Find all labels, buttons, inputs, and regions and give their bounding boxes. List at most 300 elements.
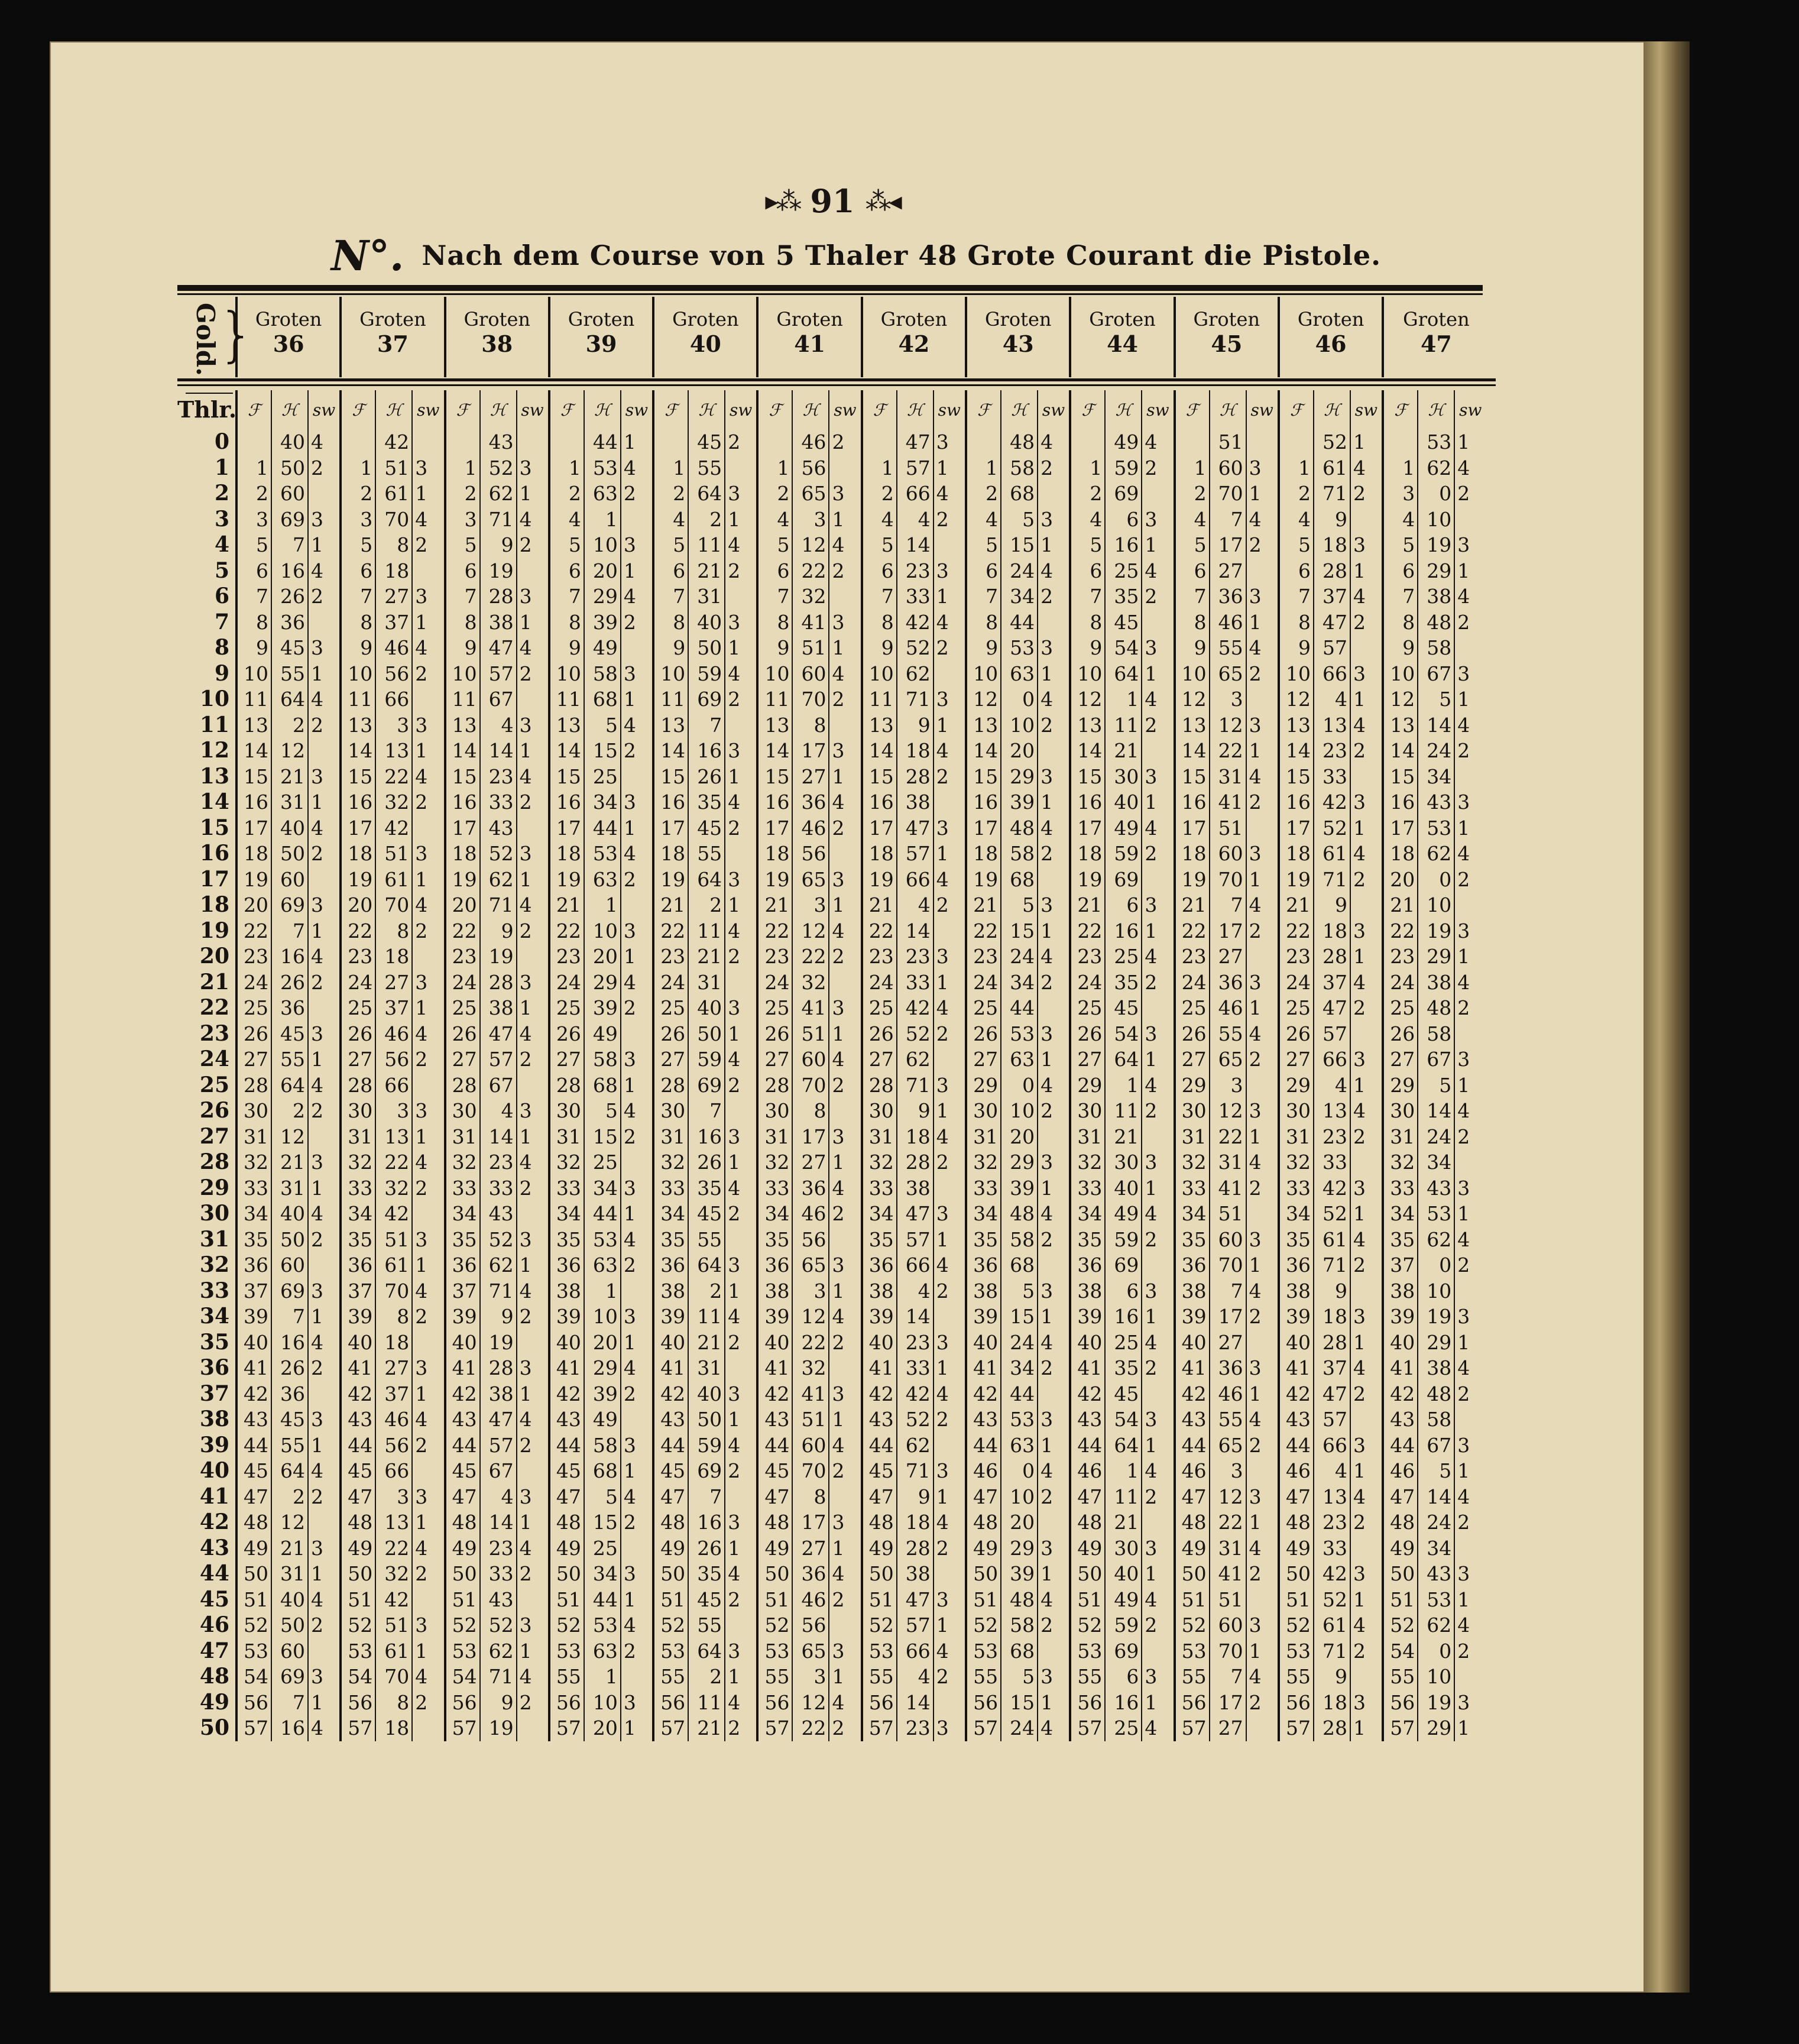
schwaren-cell: 4	[1145, 1330, 1158, 1354]
grote-cell: 53	[1418, 1587, 1455, 1613]
thaler-value: 49	[177, 1690, 238, 1716]
thaler-cell: 22	[342, 918, 376, 944]
subcolumn-label: ℋ	[897, 390, 934, 429]
table-cell-group	[863, 1664, 967, 1690]
grote-cell: 52	[897, 635, 934, 661]
table-cell-group	[967, 815, 1071, 841]
schwaren-cell: 4	[1249, 1279, 1262, 1303]
grote-cell: 21	[689, 944, 725, 970]
thaler-cell: 25	[759, 995, 793, 1021]
table-cell-group	[238, 1536, 342, 1562]
thaler-cell: 17	[238, 815, 272, 841]
schwaren-cell	[1455, 1278, 1486, 1304]
table-cell-group	[550, 712, 654, 738]
grote-cell: 24	[1001, 1715, 1038, 1741]
grote-cell: 63	[585, 1638, 621, 1664]
table-cell-group	[654, 1690, 759, 1716]
table-cell-group	[1280, 1098, 1384, 1124]
grote-cell: 17	[793, 1124, 829, 1150]
thaler-cell: 15	[967, 764, 1001, 790]
grote-cell: 59	[689, 661, 725, 687]
schwaren-cell	[413, 815, 443, 841]
schwaren-cell: 4	[1353, 585, 1366, 608]
grote-cell: 45	[689, 429, 725, 455]
table-cell-group	[759, 1047, 863, 1073]
thaler-value: 31	[177, 1227, 238, 1253]
groten-number: 46	[1315, 331, 1347, 357]
grote-cell: 68	[1001, 1638, 1038, 1664]
schwaren-cell: 3	[1145, 636, 1158, 659]
table-cell-group	[1071, 1407, 1175, 1433]
grote-cell: 24	[1418, 1124, 1455, 1150]
schwaren-cell	[1247, 1330, 1278, 1356]
schwaren-cell: 3	[832, 1639, 845, 1663]
schwaren-cell: 2	[728, 1459, 741, 1482]
table-cell-group	[238, 1509, 342, 1536]
grote-cell: 45	[272, 1021, 309, 1047]
table-cell-group	[967, 429, 1071, 455]
grote-cell: 21	[689, 558, 725, 584]
table-cell-group	[1384, 995, 1488, 1021]
grote-cell: 28	[897, 1536, 934, 1562]
thaler-cell: 14	[1280, 738, 1314, 764]
table-cell-group	[550, 867, 654, 893]
thaler-value: 20	[177, 944, 238, 970]
table-cell-group	[1176, 1021, 1280, 1047]
grote-cell: 57	[897, 841, 934, 867]
grote-cell: 34	[585, 1175, 621, 1201]
thaler-cell: 12	[1384, 686, 1418, 712]
thaler-cell: 18	[1384, 841, 1418, 867]
thaler-cell: 56	[1280, 1690, 1314, 1716]
grote-cell: 25	[1106, 1330, 1142, 1356]
schwaren-cell	[1351, 1536, 1382, 1562]
schwaren-cell: 2	[1040, 842, 1054, 865]
schwaren-cell: 2	[415, 791, 428, 814]
table-cell-group	[238, 1047, 342, 1073]
schwaren-cell: 2	[1457, 610, 1470, 634]
schwaren-cell: 3	[832, 867, 845, 891]
grote-cell: 48	[1001, 815, 1038, 841]
schwaren-cell	[1142, 1252, 1173, 1278]
table-cell-group	[654, 635, 759, 661]
groten-header-41	[759, 297, 863, 377]
table-cell-group	[1280, 892, 1384, 918]
thaler-cell: 13	[550, 712, 585, 738]
grote-cell: 55	[1210, 1407, 1247, 1433]
grote-cell: 8	[376, 918, 413, 944]
table-cell-group	[1071, 764, 1175, 790]
grote-cell: 22	[376, 1149, 413, 1175]
grote-cell: 45	[1106, 610, 1142, 636]
thaler-cell: 15	[654, 764, 689, 790]
schwaren-cell: 2	[519, 791, 532, 814]
table-cell-group	[1176, 1227, 1280, 1253]
thaler-cell: 56	[342, 1690, 376, 1716]
grote-cell: 65	[793, 1252, 829, 1278]
grote-cell: 38	[897, 789, 934, 815]
table-cell-group	[1384, 1715, 1488, 1741]
table-cell-group	[446, 1073, 550, 1099]
schwaren-cell: 1	[728, 1536, 741, 1560]
thaler-cell: 17	[863, 815, 897, 841]
table-cell-group	[1176, 944, 1280, 970]
thaler-cell: 34	[863, 1201, 897, 1227]
table-cell-group	[238, 815, 342, 841]
grote-cell: 65	[1210, 661, 1247, 687]
schwaren-cell: 1	[1249, 996, 1262, 1019]
grote-cell: 42	[1314, 1175, 1351, 1201]
thaler-cell: 30	[863, 1098, 897, 1124]
table-cell-group	[1071, 1458, 1175, 1484]
schwaren-cell: 2	[311, 456, 323, 480]
table-cell-group	[863, 1175, 967, 1201]
thaler-cell: 47	[967, 1484, 1001, 1510]
schwaren-cell: 2	[415, 1048, 428, 1071]
thaler-cell: 39	[1384, 1304, 1418, 1330]
schwaren-cell: 3	[1353, 533, 1366, 556]
schwaren-cell: 4	[728, 662, 741, 685]
table-cell-group	[1176, 892, 1280, 918]
thaler-cell: 18	[446, 841, 481, 867]
table-cell-group	[1071, 1201, 1175, 1227]
schwaren-cell: 4	[1249, 1536, 1262, 1560]
thaler-cell: 57	[1384, 1715, 1418, 1741]
table-row	[177, 918, 1496, 944]
thaler-cell: 54	[1384, 1638, 1418, 1664]
thaler-cell: 31	[1176, 1124, 1210, 1150]
thaler-cell: 32	[342, 1149, 376, 1175]
grote-cell: 48	[1001, 1587, 1038, 1613]
grote-cell: 61	[376, 1252, 413, 1278]
schwaren-cell: 1	[311, 1176, 323, 1200]
thaler-cell: 17	[1176, 815, 1210, 841]
table-cell-group	[238, 481, 342, 507]
grote-cell: 14	[1418, 1484, 1455, 1510]
schwaren-cell	[517, 944, 548, 970]
schwaren-cell: 3	[415, 842, 428, 865]
thaler-value: 48	[177, 1664, 238, 1690]
thaler-cell: 13	[446, 712, 481, 738]
grote-cell: 44	[1001, 1381, 1038, 1407]
table-cell-group	[1176, 558, 1280, 584]
thaler-cell: 47	[550, 1484, 585, 1510]
schwaren-cell: 2	[1040, 1485, 1054, 1508]
grote-cell: 54	[1106, 1407, 1142, 1433]
thaler-cell: 14	[550, 738, 585, 764]
schwaren-cell	[517, 558, 548, 584]
table-cell-group	[759, 892, 863, 918]
grote-cell: 56	[376, 1433, 413, 1459]
table-cell-group	[238, 1355, 342, 1381]
schwaren-cell: 2	[623, 482, 636, 505]
grote-cell: 61	[1314, 1227, 1351, 1253]
grote-cell: 23	[1314, 738, 1351, 764]
thaler-cell: 31	[238, 1124, 272, 1150]
table-cell-group	[550, 944, 654, 970]
grote-cell: 28	[481, 584, 517, 610]
thaler-cell: 14	[446, 738, 481, 764]
thaler-value: 30	[177, 1201, 238, 1227]
grote-cell: 55	[689, 841, 725, 867]
grote-cell: 67	[481, 686, 517, 712]
thaler-cell: 48	[1280, 1509, 1314, 1536]
thaler-cell: 31	[1280, 1124, 1314, 1150]
grote-cell: 52	[897, 1407, 934, 1433]
thaler-cell	[1280, 429, 1314, 455]
schwaren-cell: 4	[832, 1048, 845, 1071]
table-cell-group	[1280, 995, 1384, 1021]
grote-cell: 8	[376, 532, 413, 558]
schwaren-cell: 1	[1353, 1330, 1366, 1354]
schwaren-cell: 3	[311, 1279, 323, 1303]
schwaren-cell	[725, 1612, 756, 1638]
thaler-cell: 8	[550, 610, 585, 636]
grote-cell: 53	[1001, 1407, 1038, 1433]
thaler-cell: 2	[550, 481, 585, 507]
table-cell-group	[446, 918, 550, 944]
grote-cell: 26	[272, 970, 309, 996]
thaler-cell: 26	[342, 1021, 376, 1047]
schwaren-cell	[1142, 610, 1173, 636]
schwaren-cell	[829, 1098, 860, 1124]
thaler-cell: 15	[1384, 764, 1418, 790]
thaler-value: 46	[177, 1612, 238, 1638]
thaler-cell: 52	[967, 1612, 1001, 1638]
table-cell-group	[1176, 1047, 1280, 1073]
thaler-cell: 30	[446, 1098, 481, 1124]
schwaren-cell: 1	[728, 507, 741, 531]
grote-cell: 14	[897, 1690, 934, 1716]
thaler-cell: 31	[342, 1124, 376, 1150]
grote-cell: 33	[481, 789, 517, 815]
grote-cell: 20	[585, 1715, 621, 1741]
schwaren-cell: 4	[311, 430, 323, 453]
grote-cell: 31	[272, 789, 309, 815]
grote-cell: 18	[1314, 918, 1351, 944]
grote-cell: 20	[585, 1330, 621, 1356]
table-cell-group	[654, 507, 759, 533]
schwaren-cell: 2	[832, 1588, 845, 1611]
thaler-cell: 23	[654, 944, 689, 970]
thaler-cell: 50	[759, 1561, 793, 1587]
thaler-value: 38	[177, 1407, 238, 1433]
thaler-cell: 35	[1384, 1227, 1418, 1253]
grote-cell: 62	[1418, 841, 1455, 867]
table-cell-group	[1176, 1587, 1280, 1613]
grote-cell: 70	[376, 1664, 413, 1690]
schwaren-cell: 1	[1457, 559, 1470, 582]
schwaren-cell: 2	[728, 559, 741, 582]
grote-cell: 15	[585, 1124, 621, 1150]
thaler-cell: 3	[238, 507, 272, 533]
thaler-cell: 44	[342, 1433, 376, 1459]
schwaren-cell: 3	[519, 1485, 532, 1508]
table-row	[177, 661, 1496, 687]
thaler-cell: 19	[342, 867, 376, 893]
schwaren-cell: 2	[311, 970, 323, 994]
table-cell-group	[1384, 507, 1488, 533]
thaler-cell: 51	[759, 1587, 793, 1613]
thaler-cell: 38	[550, 1278, 585, 1304]
schwaren-cell: 1	[1040, 1433, 1054, 1457]
table-cell-group	[550, 1638, 654, 1664]
schwaren-cell: 1	[1457, 945, 1470, 968]
table-cell-group	[654, 1304, 759, 1330]
grote-cell: 6	[1106, 1664, 1142, 1690]
subcolumn-label: sw	[625, 400, 649, 420]
subcolumn-label: ℱ	[967, 390, 1001, 429]
table-cell-group	[863, 918, 967, 944]
schwaren-cell: 4	[311, 688, 323, 711]
schwaren-cell: 3	[1457, 1048, 1470, 1071]
table-cell-group	[446, 892, 550, 918]
thaler-cell: 38	[967, 1278, 1001, 1304]
schwaren-cell: 4	[1040, 945, 1054, 968]
grote-cell: 68	[1001, 481, 1038, 507]
grote-cell: 0	[1418, 481, 1455, 507]
thaler-cell: 23	[967, 944, 1001, 970]
thaler-cell: 19	[759, 867, 793, 893]
table-cell-group	[238, 892, 342, 918]
schwaren-cell	[829, 841, 860, 867]
table-cell-group	[759, 1561, 863, 1587]
grote-cell: 21	[272, 1536, 309, 1562]
thaler-cell: 50	[1176, 1561, 1210, 1587]
schwaren-cell: 2	[415, 1562, 428, 1585]
table-cell-group	[1384, 1021, 1488, 1047]
grote-cell: 6	[1106, 1278, 1142, 1304]
thaler-cell: 9	[863, 635, 897, 661]
schwaren-cell: 1	[519, 610, 532, 634]
schwaren-cell: 2	[1249, 662, 1262, 685]
schwaren-cell: 4	[1145, 1073, 1158, 1097]
table-cell-group	[238, 944, 342, 970]
table-cell-group	[1280, 1175, 1384, 1201]
subcolumn-label: ℱ	[654, 390, 689, 429]
thaler-cell: 53	[342, 1638, 376, 1664]
subcolumn-label: ℱ	[759, 390, 793, 429]
grote-cell: 24	[1001, 1330, 1038, 1356]
thaler-cell: 6	[863, 558, 897, 584]
grote-cell: 59	[689, 1047, 725, 1073]
grote-cell: 10	[1001, 1098, 1038, 1124]
table-cell-group	[1071, 429, 1175, 455]
schwaren-cell	[1351, 1021, 1382, 1047]
subcolumn-group-38	[446, 390, 550, 429]
grote-cell: 36	[272, 610, 309, 636]
table-cell-group	[1384, 429, 1488, 455]
schwaren-cell: 1	[623, 430, 636, 453]
thaler-cell: 18	[1280, 841, 1314, 867]
grote-cell: 35	[689, 1175, 725, 1201]
subcolumn-group-45	[1176, 390, 1280, 429]
schwaren-cell: 2	[623, 1511, 636, 1534]
schwaren-cell	[309, 1638, 339, 1664]
thaler-cell: 9	[759, 635, 793, 661]
grote-cell: 27	[376, 970, 413, 996]
grote-cell: 56	[793, 841, 829, 867]
table-cell-group	[967, 610, 1071, 636]
schwaren-cell	[1142, 481, 1173, 507]
thaler-cell: 5	[654, 532, 689, 558]
grote-cell: 50	[689, 1021, 725, 1047]
table-cell-group	[1280, 558, 1384, 584]
schwaren-cell: 3	[1145, 1022, 1158, 1045]
grote-cell: 5	[1418, 686, 1455, 712]
thaler-cell: 23	[238, 944, 272, 970]
schwaren-cell: 4	[1353, 1485, 1366, 1508]
table-cell-group	[863, 712, 967, 738]
schwaren-cell: 2	[1040, 1356, 1054, 1379]
grote-cell: 68	[1001, 867, 1038, 893]
thaler-cell: 18	[550, 841, 585, 867]
schwaren-cell: 1	[1353, 816, 1366, 840]
table-cell-group	[1280, 738, 1384, 764]
schwaren-cell: 4	[1457, 1485, 1470, 1508]
table-cell-group	[759, 1664, 863, 1690]
thaler-cell: 2	[342, 481, 376, 507]
grote-cell: 32	[793, 584, 829, 610]
thaler-cell: 5	[342, 532, 376, 558]
thaler-cell: 28	[863, 1073, 897, 1099]
table-cell-group	[654, 1433, 759, 1459]
grote-cell: 71	[481, 507, 517, 533]
schwaren-cell: 1	[1145, 919, 1158, 942]
thaler-cell: 19	[967, 867, 1001, 893]
schwaren-cell: 2	[311, 1227, 323, 1251]
table-cell-group	[238, 841, 342, 867]
schwaren-cell: 4	[728, 1305, 741, 1328]
schwaren-cell	[829, 1612, 860, 1638]
grote-cell: 7	[272, 532, 309, 558]
schwaren-cell: 1	[415, 1511, 428, 1534]
thaler-cell: 12	[1176, 686, 1210, 712]
table-cell-group	[238, 970, 342, 996]
grote-cell: 17	[1210, 918, 1247, 944]
grote-cell: 28	[481, 1355, 517, 1381]
table-cell-group	[342, 995, 446, 1021]
grote-cell: 2	[272, 712, 309, 738]
grote-cell: 23	[481, 1536, 517, 1562]
table-cell-group	[1384, 1536, 1488, 1562]
table-cell-group	[863, 507, 967, 533]
thaler-cell: 32	[1384, 1149, 1418, 1175]
schwaren-cell	[934, 1175, 965, 1201]
schwaren-cell	[1038, 610, 1069, 636]
schwaren-cell	[517, 1073, 548, 1099]
thaler-cell: 25	[550, 995, 585, 1021]
thaler-cell: 50	[238, 1561, 272, 1587]
table-cell-group	[446, 1304, 550, 1330]
groten-word: Groten	[672, 308, 739, 331]
schwaren-cell: 2	[1145, 1614, 1158, 1637]
schwaren-cell: 3	[1040, 1408, 1054, 1431]
grote-cell: 13	[1314, 712, 1351, 738]
grote-cell: 27	[1210, 1715, 1247, 1741]
grote-cell: 35	[1106, 970, 1142, 996]
thaler-cell: 21	[967, 892, 1001, 918]
table-cell-group	[238, 1638, 342, 1664]
table-cell-group	[967, 584, 1071, 610]
schwaren-cell: 3	[1040, 1151, 1054, 1174]
table-cell-group	[342, 558, 446, 584]
table-cell-group	[967, 892, 1071, 918]
thaler-cell: 23	[759, 944, 793, 970]
schwaren-cell: 3	[728, 996, 741, 1019]
grote-cell: 11	[689, 532, 725, 558]
thaler-cell: 14	[342, 738, 376, 764]
